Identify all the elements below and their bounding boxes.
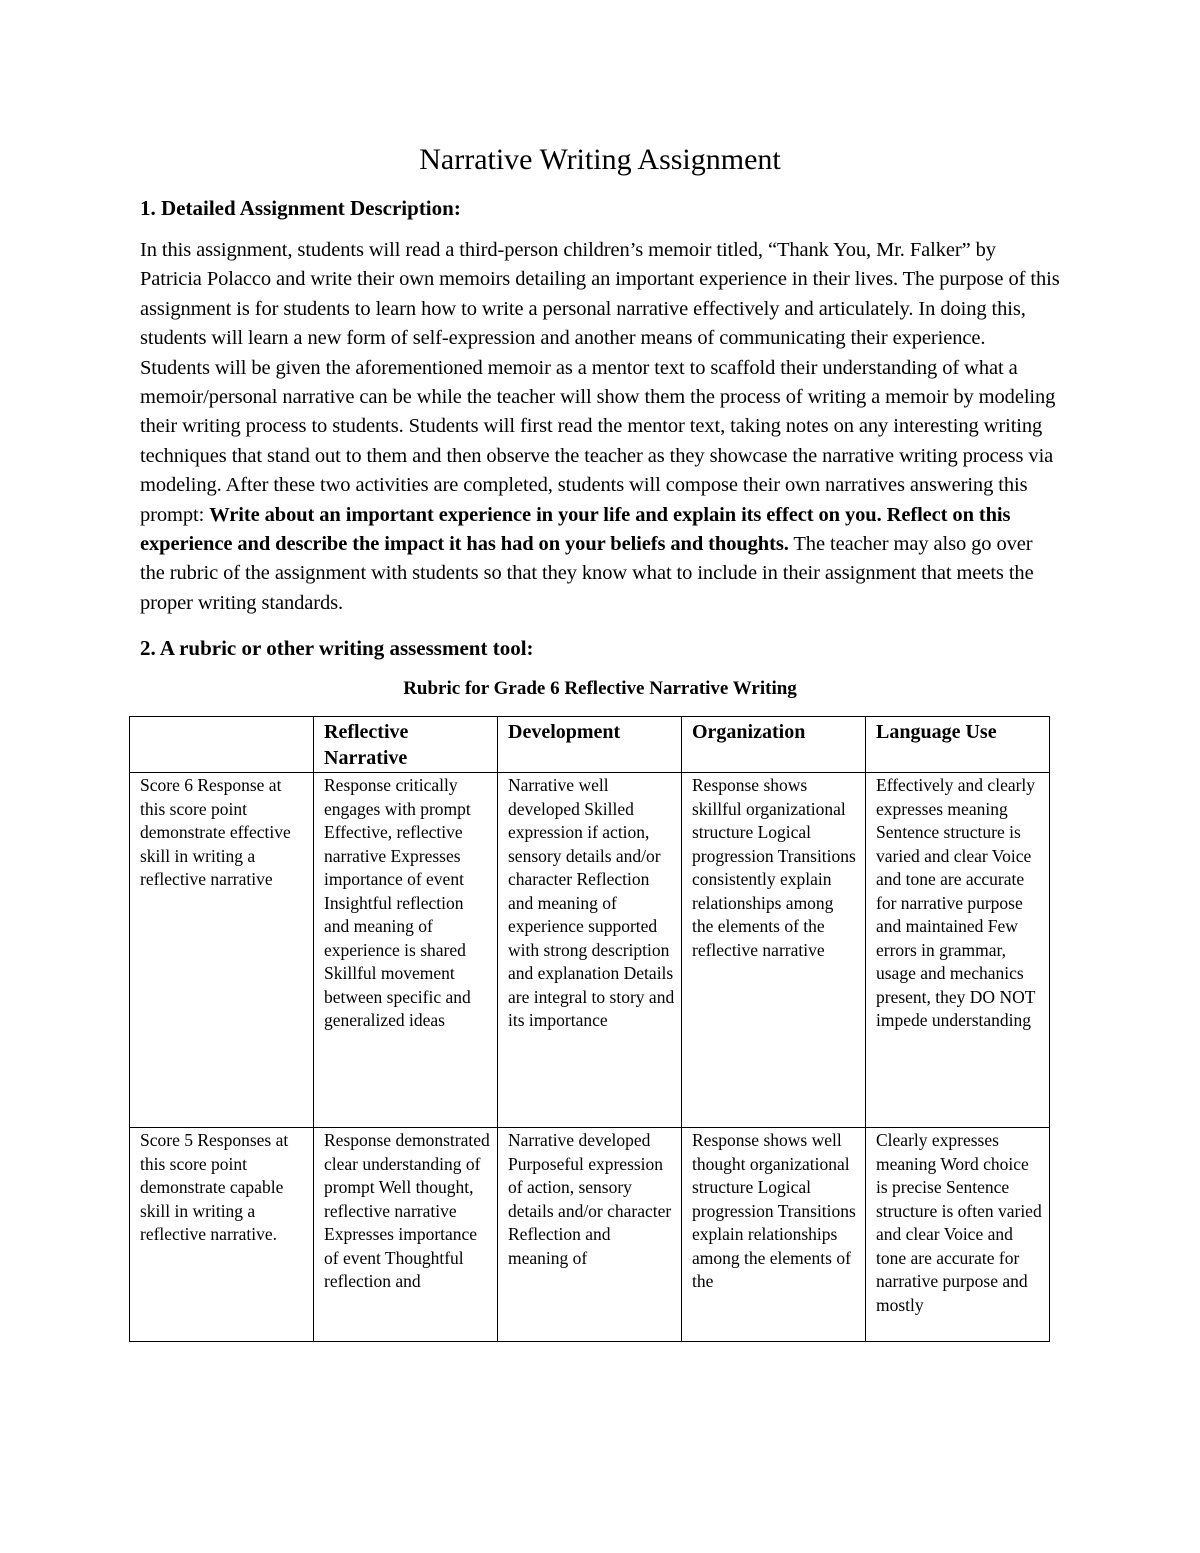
rubric-cell-text: Response demonstrated clear understanding of prompt Well thought, reflective narrative Expresses importance of event Thoughtful reflection and: [324, 1130, 490, 1292]
section-2-heading: 2. A rubric or other writing assessment tool:: [140, 636, 534, 661]
rubric-cell-score: [130, 773, 314, 1128]
rubric-table: [129, 716, 1050, 1342]
rubric-header-empty: [130, 717, 314, 773]
rubric-cell-text: Score 5 Responses at this score point demonstrate capable skill in writing a reflective narrative.: [140, 1130, 289, 1245]
rubric-cell-text: Effectively and clearly expresses meaning Sentence structure is varied and clear Voice and tone are accurate for narrative purpose and maintained Few errors in grammar, usage and mechanics present, they DO NOT impede understanding: [876, 775, 1036, 1031]
rubric-row-score-6: [130, 773, 1050, 1128]
rubric-cell-language: [866, 773, 1050, 1128]
rubric-cell-score: [130, 1128, 314, 1342]
rubric-cell-reflective: [314, 773, 498, 1128]
section-1-heading: 1. Detailed Assignment Description:: [140, 196, 461, 220]
rubric-cell-organization: [682, 1128, 866, 1342]
rubric-header-language-use: Language Use: [866, 717, 1050, 773]
rubric-cell-organization: [682, 773, 866, 1128]
rubric-header-reflective-narrative: Reflective Narrative: [314, 717, 498, 773]
rubric-title: Rubric for Grade 6 Reflective Narrative Writing: [403, 678, 797, 700]
rubric-cell-text: Response shows skillful organizational structure Logical progression Transitions consistently explain relationships among the elements of the reflective narrative: [692, 775, 856, 960]
description-outro: The teacher may also go over the rubric of the assignment with students so that they know what to include in their assignment that meets the proper writing standards.: [140, 533, 1034, 614]
rubric-cell-reflective: [314, 1128, 498, 1342]
rubric-header-development: Development: [498, 717, 682, 773]
rubric-cell-development: [498, 1128, 682, 1342]
rubric-cell-text: Narrative developed Purposeful expression of action, sensory details and/or character Reflection and meaning of: [508, 1130, 672, 1268]
rubric-header-organization: Organization: [682, 717, 866, 773]
rubric-cell-development: [498, 773, 682, 1128]
assignment-description: [140, 236, 1060, 618]
rubric-cell-text: Narrative well developed Skilled expression if action, sensory details and/or character Reflection and meaning of experience supported with strong description and explanation Details are integral to story and its importance: [508, 775, 675, 1031]
rubric-cell-text: Score 6 Response at this score point demonstrate effective skill in writing a reflective narrative: [140, 775, 291, 890]
rubric-cell-text: Response shows well thought organizational structure Logical progression Transitions explain relationships among the elements of the: [692, 1130, 856, 1292]
rubric-cell-language: [866, 1128, 1050, 1342]
rubric-cell-text: Clearly expresses meaning Word choice is precise Sentence structure is often varied and clear Voice and tone are accurate for narrative purpose and mostly: [876, 1130, 1042, 1315]
document-page: [140, 140, 1060, 1342]
writing-prompt: Write about an important experience in your life and explain its effect on you. Reflect on this experience and describe the impact it has had on your beliefs and thoughts.: [140, 503, 1011, 556]
description-intro: In this assignment, students will read a third-person children’s memoir titled, “Thank You, Mr. Falker” by Patricia Polacco and write their own memoirs detailing an important experience in their lives. The purpose of this assignment is for students to learn how to write a personal narrative effectively and articulately. In doing this, students will learn a new form of self-expression and another means of communicating their experience. Students will be given the aforementioned memoir as a mentor text to scaffold their understanding of what a memoir/personal narrative can be while the teacher will show them the process of writing a memoir by modeling their writing process to students. Students will first read the mentor text, taking notes on any interesting writing techniques that stand out to them and then observe the teacher as they showcase the narrative writing process via modeling. After these two activities are completed, students will compose their own narratives answering this prompt:: [140, 239, 1060, 526]
rubric-row-score-5: [130, 1128, 1050, 1342]
rubric-header-row: [130, 717, 1050, 773]
rubric-cell-text: Response critically engages with prompt Effective, reflective narrative Expresses importance of event Insightful reflection and meaning of experience is shared Skillful movement between specific and generalized ideas: [324, 775, 471, 1031]
document-title: Narrative Writing Assignment: [419, 143, 781, 176]
